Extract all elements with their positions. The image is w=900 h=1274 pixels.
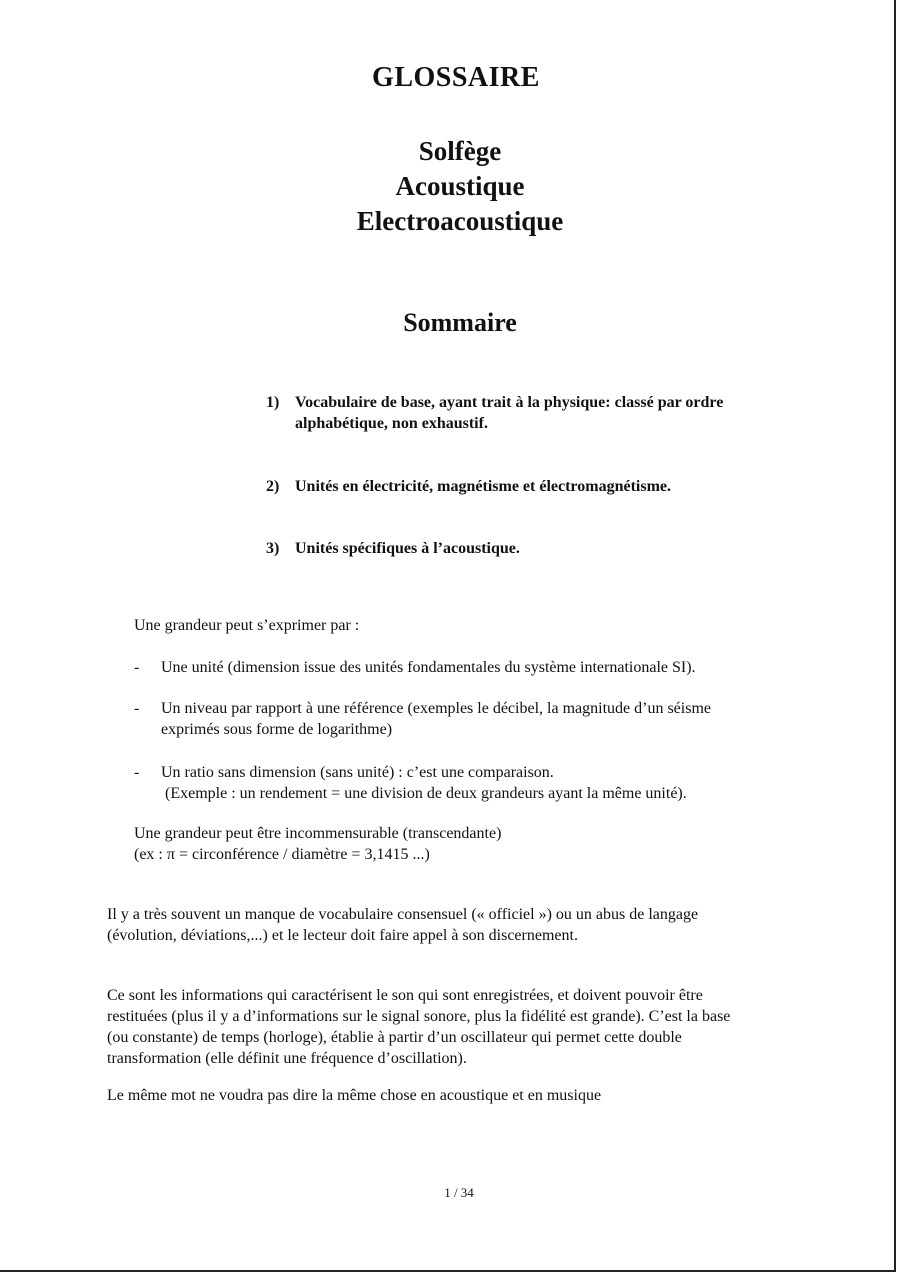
bullet-item-ratio — [134, 762, 834, 804]
toc-item-number: 2) — [266, 478, 280, 495]
bullet-dash: - — [134, 700, 140, 717]
toc-item-2[interactable] — [266, 476, 806, 497]
bullet-text: Une unité (dimension issue des unités fondamentales du système internationale SI). — [161, 659, 696, 676]
vocabulaire-paragraph — [107, 904, 822, 946]
subtitle-solfege: Solfège — [418, 136, 502, 166]
paragraph-line: (ou constante) de temps (horloge), établie à partir d’un oscillateur qui permet cette double — [107, 1029, 682, 1046]
paragraph-line: Il y a très souvent un manque de vocabulaire consensuel (« officiel ») ou un abus de langage — [107, 906, 699, 923]
toc-item-1[interactable] — [266, 392, 806, 434]
page-number: 1 / 34 — [444, 1185, 474, 1200]
paragraph-line: restituées (plus il y a d’informations sur le signal sonore, plus la fidélité est grande). C’est la base — [107, 1008, 731, 1025]
bullet-item-unite — [134, 657, 834, 678]
informations-paragraph — [107, 985, 822, 1069]
bullet-dash: - — [134, 764, 140, 781]
paragraph-line: (évolution, déviations,...) et le lecteur doit faire appel à son discernement. — [107, 927, 578, 944]
paragraph-line: Ce sont les informations qui caractérisent le son qui sont enregistrées, et doivent pouvoir être — [107, 987, 703, 1004]
bullet-text-cont: exprimés sous forme de logarithme) — [161, 721, 393, 738]
document-subtitles — [0, 134, 900, 239]
toc-item-text: Unités spécifiques à l’acoustique. — [295, 540, 520, 557]
subtitle-acoustique: Acoustique — [395, 171, 525, 201]
sommaire-heading: Sommaire — [403, 308, 517, 337]
toc-item-text: Vocabulaire de base, ayant trait à la physique: classé par ordre — [295, 394, 724, 411]
intro-paragraph: Une grandeur peut s’exprimer par : — [134, 617, 360, 634]
paragraph-line: transformation (elle définit une fréquence d’oscillation). — [107, 1050, 467, 1067]
toc-item-text-cont: alphabétique, non exhaustif. — [295, 415, 488, 432]
subtitle-electroacoustique: Electroacoustique — [356, 206, 564, 236]
bullet-text-cont: (Exemple : un rendement = une division de deux grandeurs ayant la même unité). — [165, 785, 687, 802]
toc-item-number: 3) — [266, 540, 280, 557]
toc-item-number: 1) — [266, 394, 280, 411]
bullet-text: Un ratio sans dimension (sans unité) : c’est une comparaison. — [161, 764, 554, 781]
meme-mot-paragraph: Le même mot ne voudra pas dire la même chose en acoustique et en musique — [107, 1087, 602, 1104]
incommensurable-paragraph — [134, 823, 834, 865]
bullet-item-niveau — [134, 698, 834, 740]
toc-item-text: Unités en électricité, magnétisme et électromagnétisme. — [295, 478, 671, 495]
paragraph-line: (ex : π = circonférence / diamètre = 3,1415 ...) — [134, 846, 430, 863]
document-title: GLOSSAIRE — [372, 62, 540, 93]
paragraph-line: Une grandeur peut être incommensurable (transcendante) — [134, 825, 502, 842]
bullet-text: Un niveau par rapport à une référence (exemples le décibel, la magnitude d’un séisme — [161, 700, 711, 717]
bullet-dash: - — [134, 659, 140, 676]
toc-item-3[interactable] — [266, 538, 806, 559]
